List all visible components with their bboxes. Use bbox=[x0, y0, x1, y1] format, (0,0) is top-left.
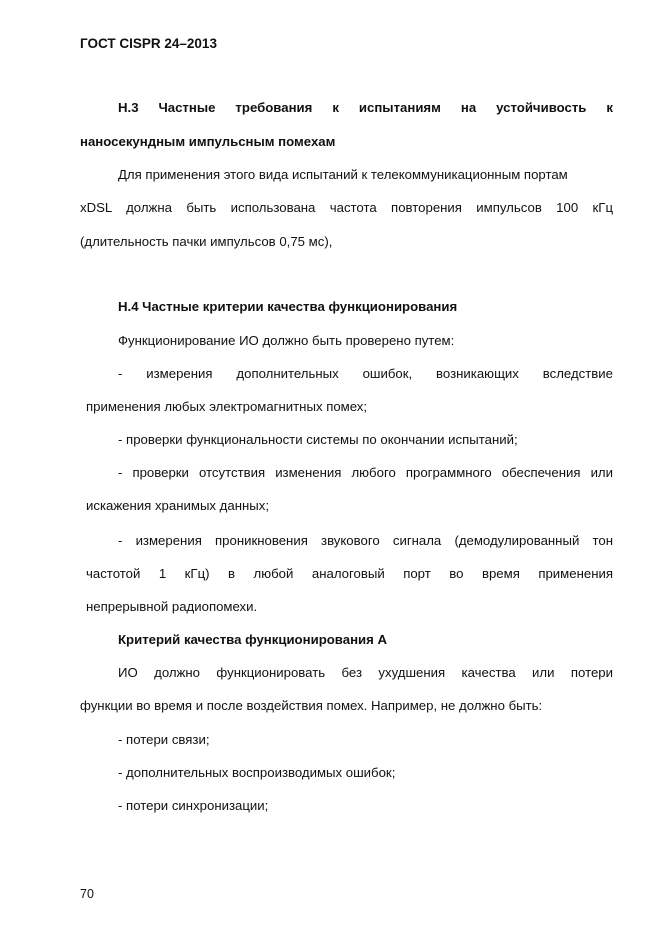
section-h3-body-line2: xDSL должна быть использована частота повторения импульсов 100 кГц bbox=[80, 200, 613, 215]
criterion-a-item1: - потери связи; bbox=[118, 732, 210, 747]
section-h4-item1-line1: - измерения дополнительных ошибок, возникающих вследствие bbox=[118, 366, 613, 381]
section-h4-item1-line2: применения любых электромагнитных помех; bbox=[86, 399, 368, 414]
section-h4-item3-line1: - проверки отсутствия изменения любого программного обеспечения или bbox=[118, 465, 613, 480]
section-h4-item3-line2: искажения хранимых данных; bbox=[86, 498, 270, 513]
criterion-a-item2: - дополнительных воспроизводимых ошибок; bbox=[118, 765, 396, 780]
criterion-a-body-line1: ИО должно функционировать без ухудшения качества или потери bbox=[118, 665, 613, 680]
section-h4-intro: Функционирование ИО должно быть проверено путем: bbox=[118, 333, 455, 348]
section-h4-title: Н.4 Частные критерии качества функционирования bbox=[118, 299, 458, 314]
section-h4-item4-line1: - измерения проникновения звукового сигнала (демодулированный тон bbox=[118, 533, 613, 548]
section-h3-body-line3: (длительность пачки импульсов 0,75 мс), bbox=[80, 234, 333, 249]
section-h3-body-line1: Для применения этого вида испытаний к телекоммуникационным портам bbox=[118, 167, 568, 182]
section-h4-item4-line2: частотой 1 кГц) в любой аналоговый порт во время применения bbox=[86, 566, 613, 581]
criterion-a-item3: - потери синхронизации; bbox=[118, 798, 269, 813]
criterion-a-title: Критерий качества функционирования А bbox=[118, 632, 388, 647]
section-h4-item4-line3: непрерывной радиопомехи. bbox=[86, 599, 258, 614]
criterion-a-body-line2: функции во время и после воздействия помех. Например, не должно быть: bbox=[80, 698, 543, 713]
page-number: 70 bbox=[80, 887, 94, 901]
section-h3-title-line1: Н.3 Частные требования к испытаниям на устойчивость к bbox=[118, 100, 613, 115]
document-code-header: ГОСТ CISPR 24–2013 bbox=[80, 36, 217, 51]
section-h4-item2: - проверки функциональности системы по окончании испытаний; bbox=[118, 432, 518, 447]
section-h3-title-line2: наносекундным импульсным помехам bbox=[80, 134, 336, 149]
